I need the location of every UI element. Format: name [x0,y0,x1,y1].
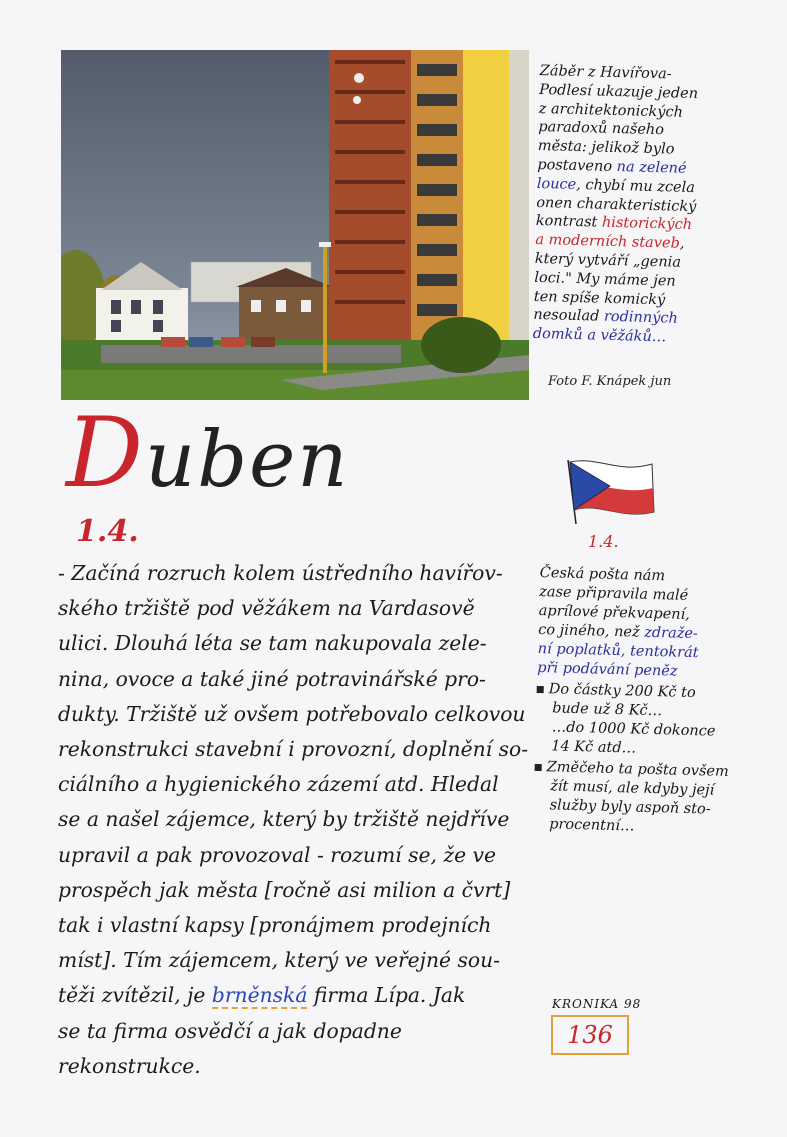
month-title-rest: uben [144,415,350,505]
note-text: zase připravila malé [539,583,689,604]
entry-text: se a našel zájemce, který by tržiště nejdříve [58,807,510,832]
photo-caption [533,62,775,350]
caption-text: a moderních staveb [535,232,681,252]
caption-text: Záběr z Havířova- [539,62,672,83]
entry-line [58,556,538,591]
photo-housing-estate [61,50,529,400]
note-text: Česká pošta nám [539,564,666,585]
caption-text: loci." My máme jen [534,269,676,290]
entry-text: firma Lípa. Jak [307,983,466,1008]
month-title [66,397,350,509]
entry-text: se ta firma osvědčí a jak dopadne rekonstrukce. [58,1018,402,1078]
entry-line [58,662,538,697]
note-bullet-text: Do částky 200 Kč to [548,681,696,702]
note-text: zdraže- [643,624,699,643]
entry-text: ského tržiště pod věžákem na Vardasově [58,596,475,621]
entry-line [58,943,538,978]
entry-text: prospěch jak města [ročně asi milion a čvrt] [58,877,511,902]
photo-illustration [61,50,529,400]
caption-text: domků a věžáků… [532,326,667,346]
caption-text: nesoulad [533,307,605,326]
chronicle-label: KRONIKA 98 [552,997,642,1011]
note-bullet-text: 14 Kč atd… [551,738,637,757]
entry-text: dukty. Tržiště už ovšem potřebovalo celkovou [58,701,526,726]
caption-text: rodinných [603,309,679,328]
caption-text: , chybí mu zcela [576,176,696,196]
caption-text: ten spíše komický [533,288,666,308]
entry-text: nina, ovoce a také jiné potravinářské pro- [58,666,486,691]
entry-date: 1.4. [76,514,139,549]
caption-text: města: jelikož bylo [537,138,675,158]
postal-fee-note [533,564,780,840]
month-title-initial: D [66,397,145,509]
caption-text: z architektonických [538,100,684,121]
entry-text: - Začíná rozruch kolem ústředního havířov- [58,561,503,585]
entry-line [58,873,538,908]
note-bullet-text: služby byly aspoň sto- [549,797,711,818]
entry-line [58,802,538,837]
entry-line [58,626,538,661]
caption-text: na zelené [616,159,687,177]
entry-line [58,591,538,626]
entry-text: rekonstrukci stavební i provozní, doplnění so- [58,737,529,762]
note-text: co jiného, než [538,621,645,641]
entry-line [58,1014,538,1084]
bullet-square-icon [537,686,544,693]
caption-text: paradoxů našeho [538,119,665,139]
caption-text: louce [536,175,577,193]
entry-text: tak i vlastní kapsy [pronájmem prodejních [58,913,492,938]
entry-text: brněnská [211,983,308,1008]
note-text: při podávání peněz [537,659,678,680]
chronicle-entry-text [58,556,538,1084]
caption-text: který vytváří „genia [534,250,682,271]
entry-line [58,838,538,873]
entry-text: těži zvítězil, je [58,983,212,1008]
entry-text: ciálního a hygienického zázemí atd. Hledal [58,772,499,797]
entry-line [58,978,538,1013]
note-bullet-text: žít musí, ale kdyby její [549,778,715,799]
caption-text: kontrast [535,213,603,232]
entry-line [58,908,538,943]
note-bullet-text: …do 1000 Kč dokonce [551,719,716,740]
entry-text: míst]. Tím zájemcem, který ve veřejné sou- [58,948,500,973]
photo-credit: Foto F. Knápek jun [548,374,672,389]
note-bullet-text: procentní… [548,816,635,835]
caption-text: Podlesí ukazuje jeden [539,81,699,102]
caption-text: , [679,235,685,253]
caption-text: historických [601,215,693,234]
bullet-square-icon [535,764,542,771]
note-bullet-text: Změčeho ta pošta ovšem [546,759,729,781]
entry-line [58,697,538,732]
caption-text: postaveno [537,156,617,176]
entry-text: upravil a pak provozoval - rozumí se, že ve [58,842,497,867]
entry-line [58,732,538,767]
entry-line [58,767,538,802]
page-number: 136 [551,1015,629,1055]
caption-text: onen charakteristický [536,194,697,215]
note-text: ní poplatků, tentokrát [537,640,699,662]
flag-date: 1.4. [588,532,619,551]
entry-text: ulici. Dlouhá léta se tam nakupovala zele- [58,631,487,656]
note-bullet-text: bude už 8 Kč… [552,700,663,720]
note-text: aprílové překvapení, [538,602,691,623]
